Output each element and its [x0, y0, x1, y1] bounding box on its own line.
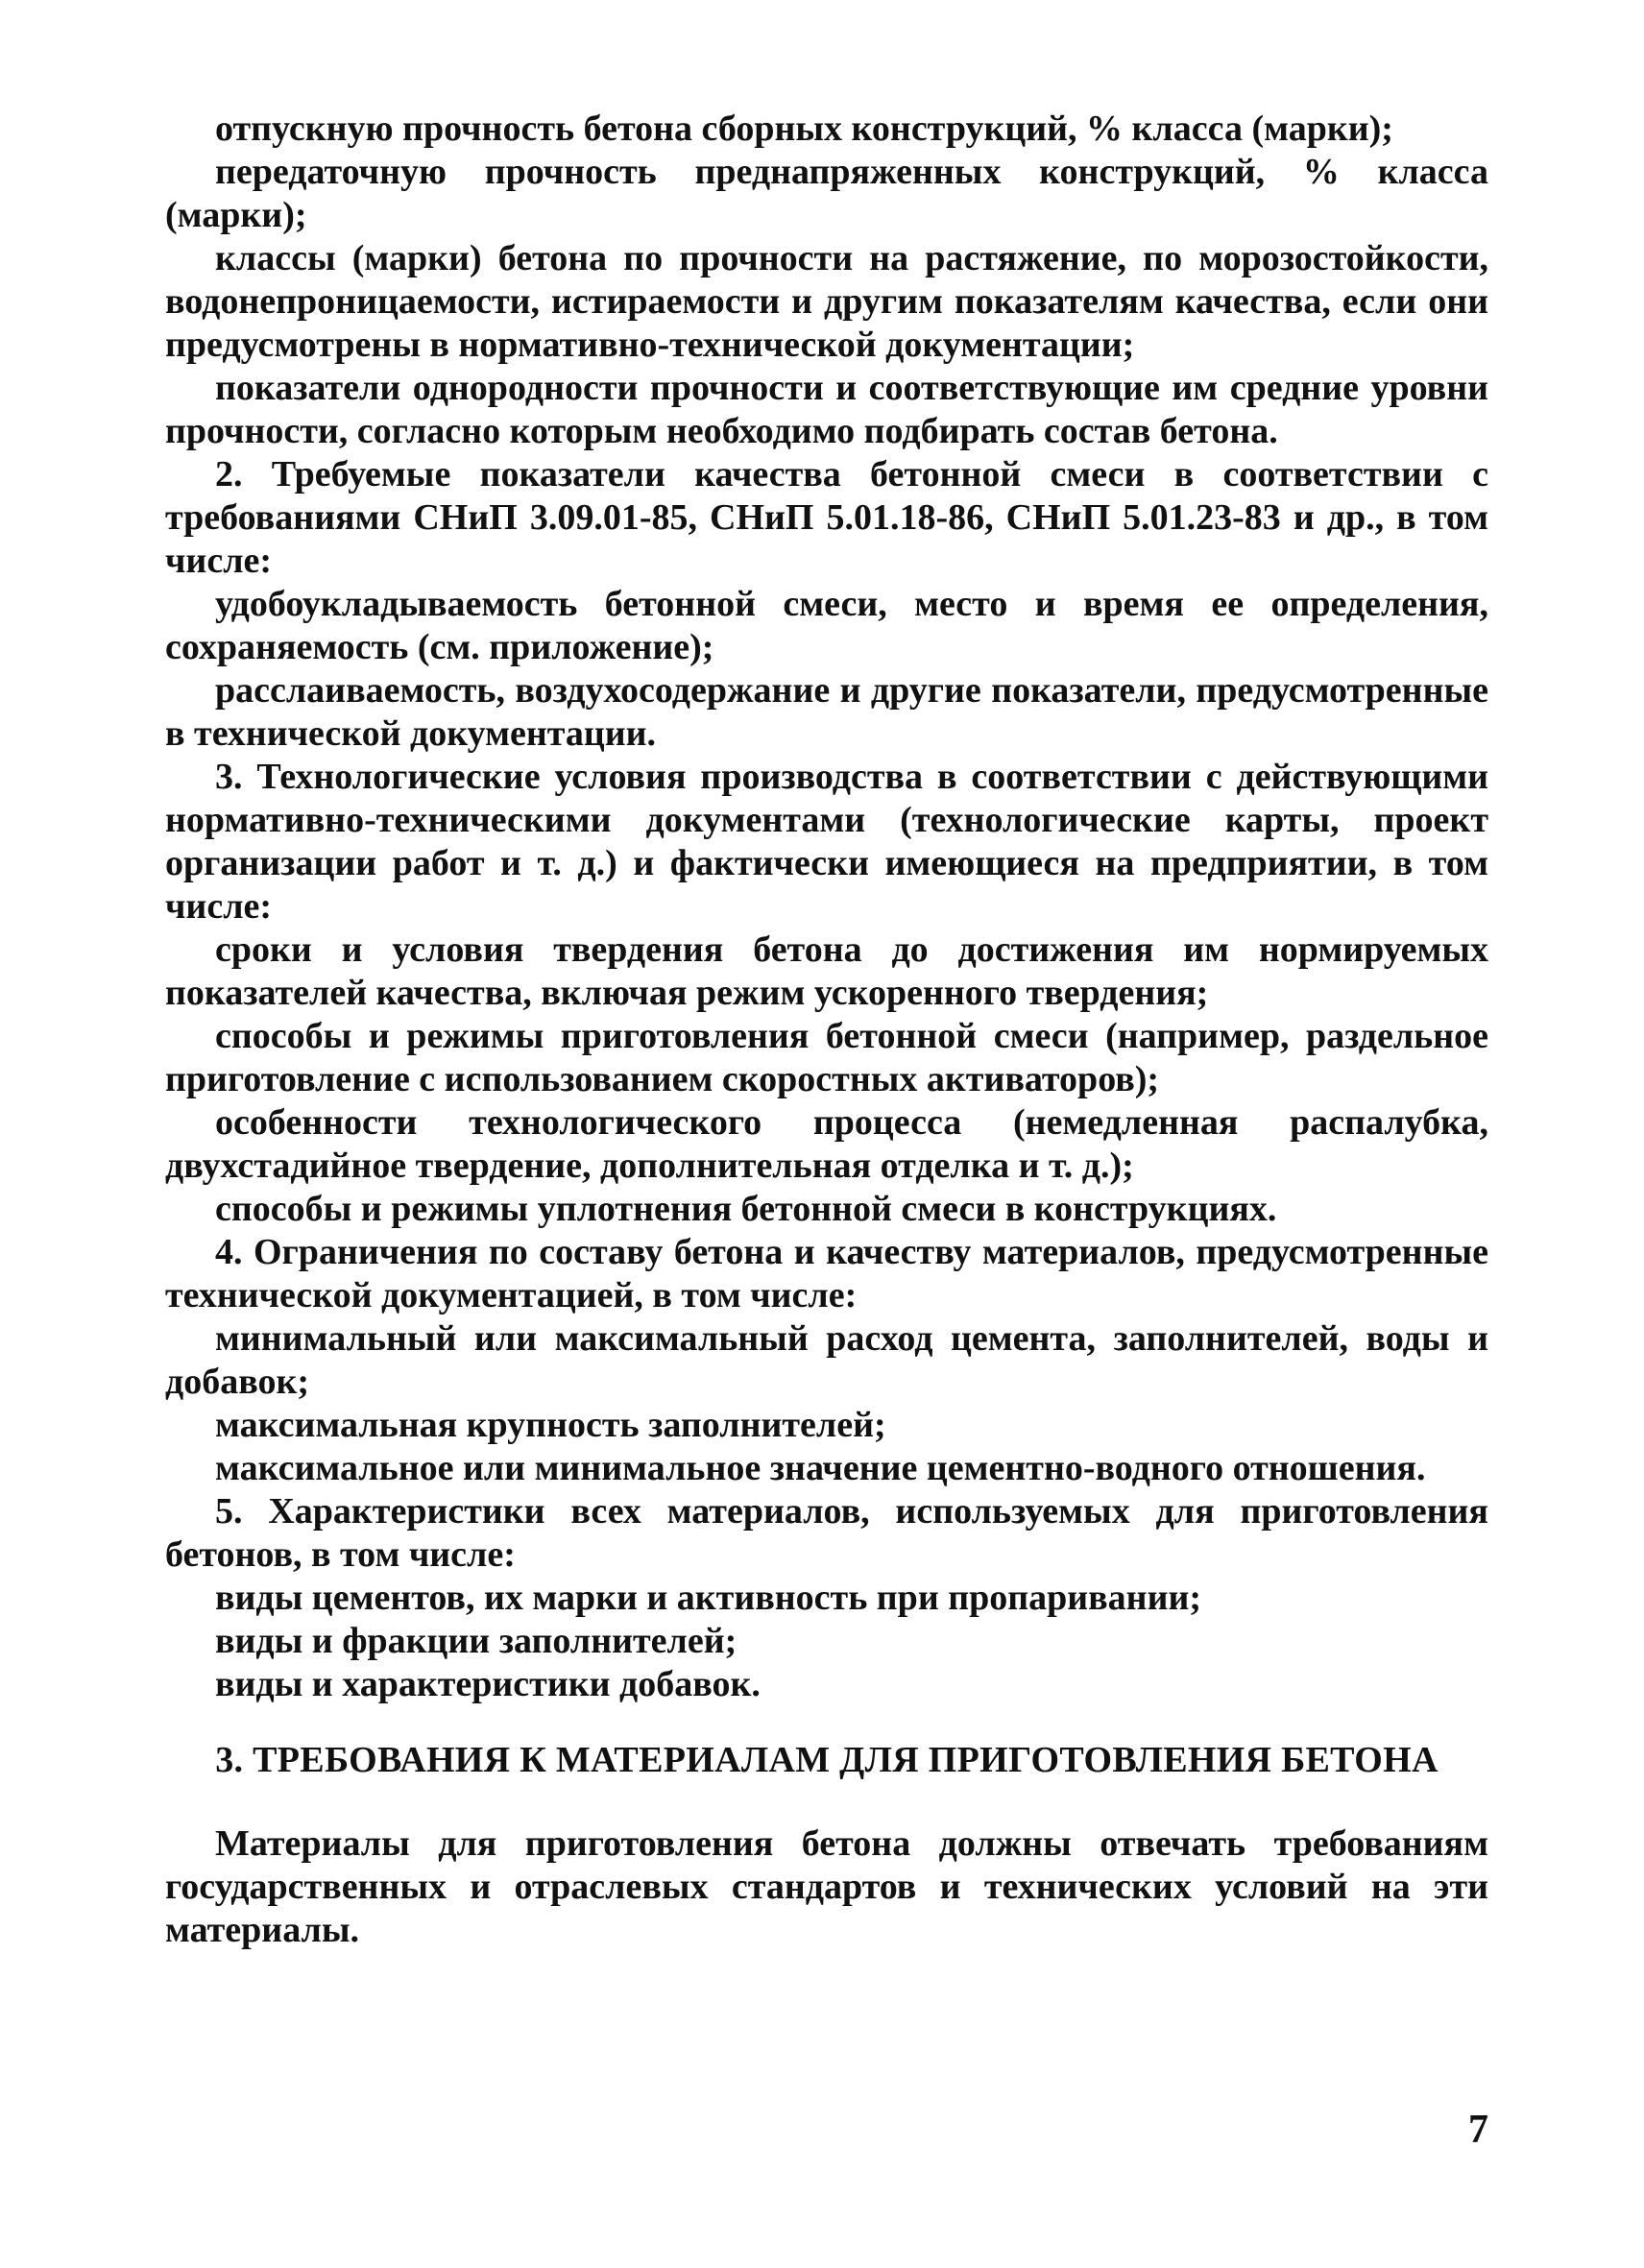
- paragraph-compaction-methods: способы и режимы уплотнения бетонной смеси в конструкциях.: [215, 1189, 1277, 1229]
- paragraph-aggregate-fractions: виды и фракции заполнителей;: [215, 1621, 737, 1661]
- paragraph-item-2-mix-quality: 2. Требуемые показатели качества бетонной смеси в соответствии с требованиями СНиП 3.09.01-85, СНиП 5.01.18-86, СНиП 5.01.23-83 и др., в том числе:: [165, 454, 1488, 581]
- paragraph-cement-water-ratio: максимальное или минимальное значение цементно-водного отношения.: [215, 1448, 1426, 1488]
- paragraph-process-features: особенности технологического процесса (немедленная распалубка, двухстадийное твердение, дополнительная отделка и т. д.);: [165, 1102, 1488, 1186]
- paragraph-release-strength: отпускную прочность бетона сборных конструкций, % класса (марки);: [215, 109, 1393, 149]
- document-page: [165, 108, 1488, 1952]
- paragraph-admixture-types: виды и характеристики добавок.: [215, 1664, 761, 1704]
- paragraph-item-3-technological-conditions: 3. Технологические условия производства в соответствии с действующими нормативно-техническими документами (технологические карты, проект организации работ и т. д.) и фактически имеющиеся на предприятии, в том числе:: [165, 757, 1488, 927]
- paragraph-hardening-terms: сроки и условия твердения бетона до достижения им нормируемых показателей качества, включая режим ускоренного твердения;: [165, 929, 1488, 1013]
- paragraph-workability: удобоукладываемость бетонной смеси, место и время ее определения, сохраняемость (см. приложение);: [165, 584, 1488, 667]
- paragraph-transfer-strength: передаточную прочность преднапряженных конструкций, % класса (марки);: [165, 152, 1488, 235]
- paragraph-cement-types: виды цементов, их марки и активность при пропаривании;: [215, 1578, 1202, 1618]
- paragraph-mixing-methods: способы и режимы приготовления бетонной смеси (например, раздельное приготовление с использованием скоростных активаторов);: [165, 1016, 1488, 1099]
- section-paragraph: Материалы для приготовления бетона должны отвечать требованиям государственных и отраслевых стандартов и технических условий на эти материалы.: [165, 1823, 1488, 1950]
- paragraph-item-5-material-characteristics: 5. Характеристики всех материалов, используемых для приготовления бетонов, в том числе:: [165, 1491, 1488, 1575]
- page-number: 7: [1468, 2108, 1488, 2152]
- paragraph-item-4-restrictions: 4. Ограничения по составу бетона и качеству материалов, предусмотренные технической документацией, в том числе:: [165, 1232, 1488, 1315]
- paragraph-segregation: расслаиваемость, воздухосодержание и другие показатели, предусмотренные в технической документации.: [165, 670, 1488, 754]
- paragraph-concrete-classes: классы (марки) бетона по прочности на растяжение, по морозостойкости, водонепроницаемости, истираемости и другим показателям качества, если они предусмотрены в нормативно-технической документации;: [165, 238, 1488, 365]
- paragraph-cement-consumption: минимальный или максимальный расход цемента, заполнителей, воды и добавок;: [165, 1318, 1488, 1402]
- paragraph-uniformity-indicators: показатели однородности прочности и соответствующие им средние уровни прочности, согласно которым необходимо подбирать состав бетона.: [165, 368, 1488, 451]
- paragraph-aggregate-size: максимальная крупность заполнителей;: [215, 1405, 886, 1445]
- section-heading: 3. ТРЕБОВАНИЯ К МАТЕРИАЛАМ ДЛЯ ПРИГОТОВЛЕНИЯ БЕТОНА: [215, 1740, 1438, 1780]
